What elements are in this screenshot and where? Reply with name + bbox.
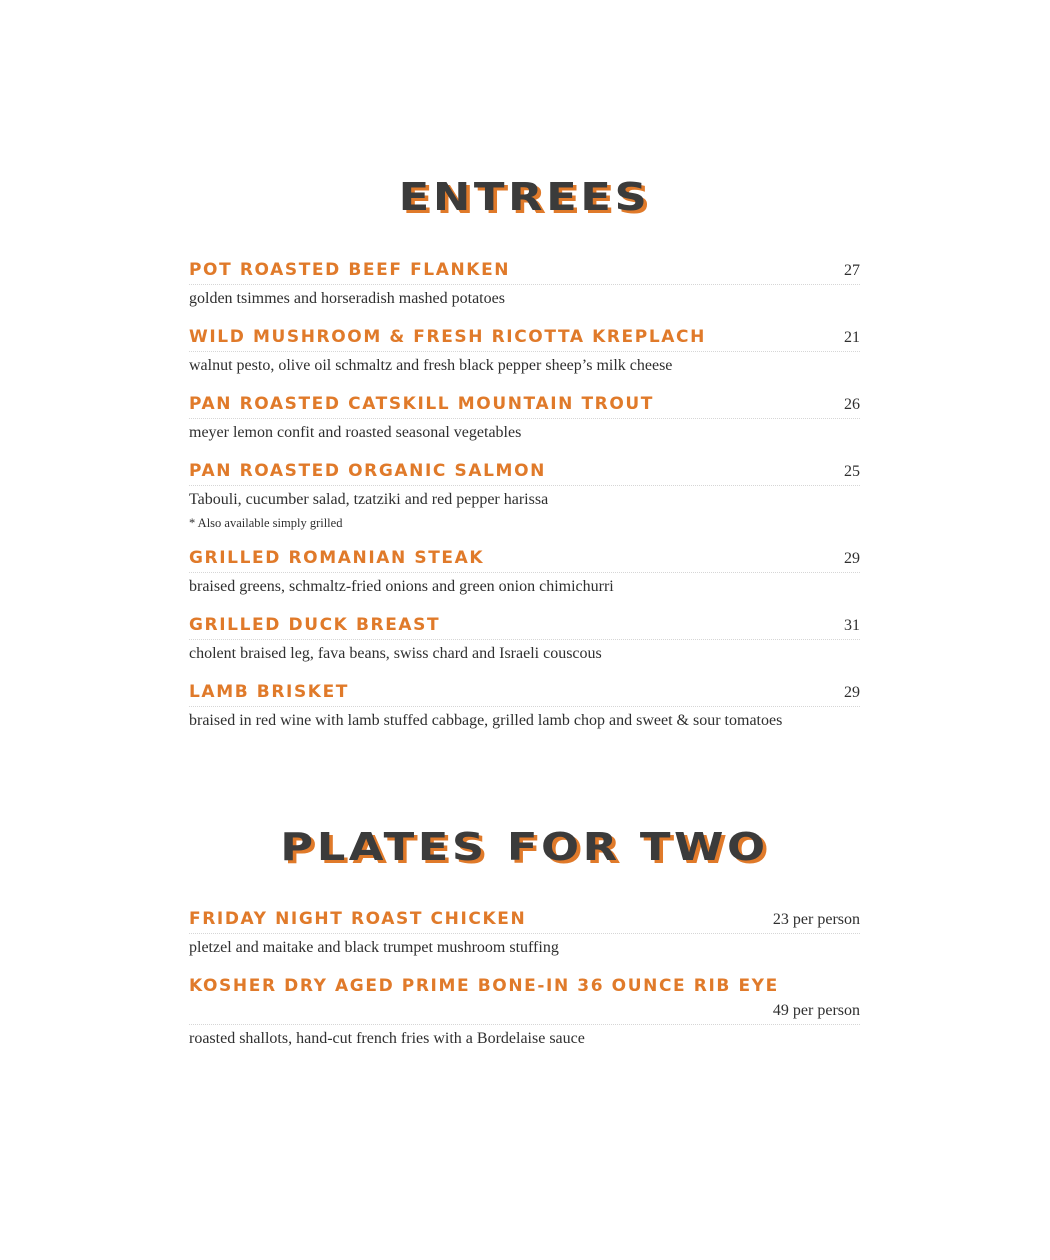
item-header [189, 907, 860, 934]
menu-item [189, 392, 860, 445]
menu-item [189, 546, 860, 599]
item-description: cholent braised leg, fava beans, swiss chard and Israeli couscous [189, 645, 602, 662]
item-description: golden tsimmes and horseradish mashed potatoes [189, 290, 505, 307]
item-price: 27 [844, 262, 860, 279]
item-description: pletzel and maitake and black trumpet mushroom stuffing [189, 939, 559, 956]
item-header [189, 680, 860, 707]
menu-item [189, 325, 860, 378]
item-header [189, 258, 860, 285]
item-header [189, 546, 860, 573]
plates-for-two-title: PLATES FOR TWO [280, 825, 769, 869]
item-header [189, 325, 860, 352]
item-description: braised greens, schmaltz-fried onions and green onion chimichurri [189, 578, 614, 595]
item-name: FRIDAY NIGHT ROAST CHICKEN [189, 909, 527, 929]
item-name: GRILLED ROMANIAN STEAK [189, 548, 485, 568]
item-description: braised in red wine with lamb stuffed cabbage, grilled lamb chop and sweet & sour tomatoes [189, 712, 783, 729]
menu-item [189, 907, 860, 960]
item-name: PAN ROASTED CATSKILL MOUNTAIN TROUT [189, 394, 655, 414]
item-description: roasted shallots, hand-cut french fries with a Bordelaise sauce [189, 1030, 585, 1047]
item-price: 23 per person [772, 911, 860, 928]
entrees-title: ENTREES [398, 175, 651, 219]
item-name: PAN ROASTED ORGANIC SALMON [189, 461, 546, 481]
menu-item [189, 680, 860, 733]
item-price: 31 [844, 617, 860, 634]
item-price: 29 [844, 684, 860, 701]
item-header [189, 613, 860, 640]
item-header [189, 392, 860, 419]
menu-item [189, 974, 860, 1051]
item-header [189, 974, 860, 1025]
item-description: Tabouli, cucumber salad, tzatziki and red pepper harissa [189, 491, 549, 508]
item-price: 26 [844, 396, 860, 413]
menu-item [189, 459, 860, 532]
item-price: 21 [844, 329, 860, 346]
item-name: GRILLED DUCK BREAST [189, 615, 441, 635]
item-description: meyer lemon confit and roasted seasonal vegetables [189, 424, 522, 441]
plates-for-two-list [189, 907, 860, 1065]
item-name: LAMB BRISKET [189, 682, 349, 702]
item-name: KOSHER DRY AGED PRIME BONE-IN 36 OUNCE RIB EYE [189, 976, 779, 996]
menu-item [189, 258, 860, 311]
item-note: * Also available simply grilled [189, 516, 343, 530]
menu-item [189, 613, 860, 666]
entrees-list [189, 258, 860, 747]
item-header [189, 459, 860, 486]
item-price: 25 [844, 463, 860, 480]
item-price: 29 [844, 550, 860, 567]
item-description: walnut pesto, olive oil schmaltz and fresh black pepper sheep’s milk cheese [189, 357, 673, 374]
item-name: WILD MUSHROOM & FRESH RICOTTA KREPLACH [189, 327, 706, 347]
item-name: POT ROASTED BEEF FLANKEN [189, 260, 511, 280]
item-price: 49 per person [772, 1002, 860, 1019]
